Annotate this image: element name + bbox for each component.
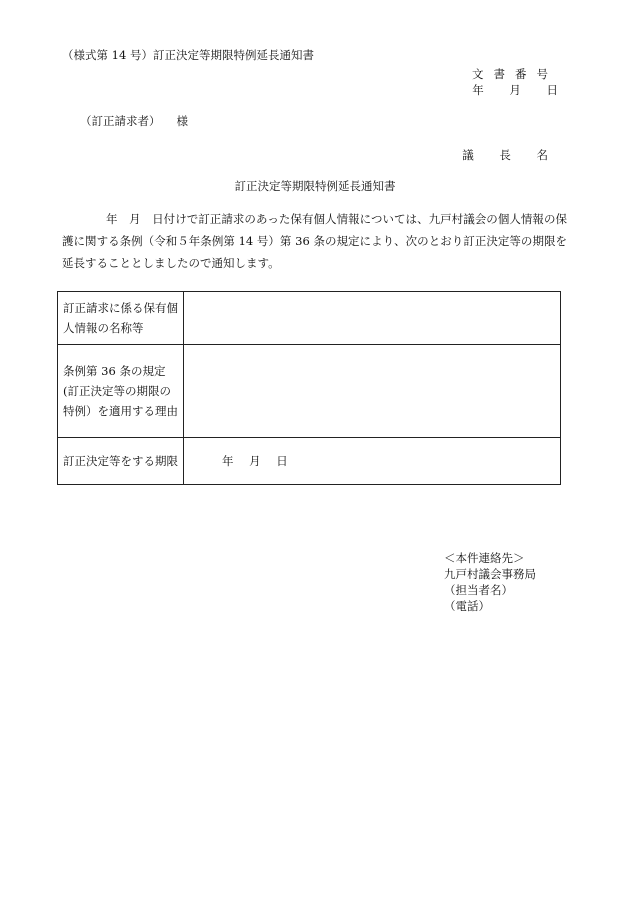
notice-body-text: 年 月 日付けで訂正請求のあった保有個人情報については、九戸村議会の個人情報の保護に関する条例（令和５年条例第 14 号）第 36 条の規定により、次のとおり訂正決定等の期限を延長することとしましたので通知します。	[62, 212, 567, 270]
row-header-personal-info-name: 訂正請求に係る保有個人情報の名称等	[58, 292, 184, 345]
contact-office: 九戸村議会事務局	[444, 567, 536, 581]
contact-heading: ＜本件連絡先＞	[444, 551, 525, 565]
table-row	[58, 438, 561, 485]
form-label: （様式第 14 号）訂正決定等期限特例延長通知書	[62, 48, 314, 62]
document-title: 訂正決定等期限特例延長通知書	[234, 179, 396, 193]
row-value-deadline: 年 月 日	[184, 438, 561, 485]
document-date: 年 月 日	[472, 83, 558, 97]
contact-block	[444, 550, 536, 614]
details-table	[57, 291, 561, 485]
row-value-reason	[184, 345, 561, 438]
addressee-honorific: 様	[176, 114, 188, 128]
contact-phone: （電話）	[444, 599, 490, 613]
table-row	[58, 345, 561, 438]
document-number: 文書番号	[472, 67, 558, 81]
chairman-name: 議 長 名	[462, 148, 548, 162]
addressee-name: （訂正請求者）	[80, 114, 161, 128]
table-row	[58, 292, 561, 345]
contact-person: （担当者名）	[444, 583, 513, 597]
row-header-reason: 条例第 36 条の規定(訂正決定等の期限の特例）を適用する理由	[58, 345, 184, 438]
row-value-personal-info-name	[184, 292, 561, 345]
row-header-deadline: 訂正決定等をする期限	[58, 438, 184, 485]
addressee	[80, 113, 188, 129]
